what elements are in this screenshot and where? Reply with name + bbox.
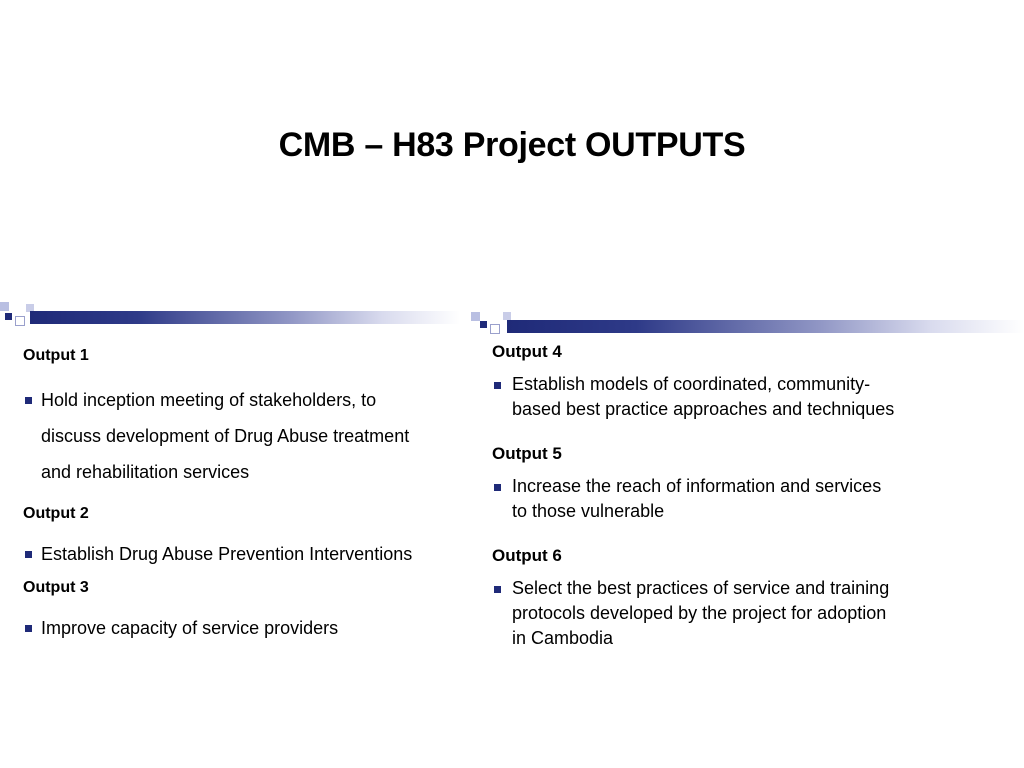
deco-square [490, 324, 500, 334]
output-2-heading: Output 2 [23, 505, 89, 522]
output-3-heading: Output 3 [23, 579, 89, 596]
output-5-line: to those vulnerable [512, 501, 665, 521]
left-column [23, 346, 473, 646]
output-1-line: Hold inception meeting of stakeholders, to [41, 390, 377, 410]
right-header-bar [471, 309, 1024, 343]
deco-square [0, 302, 9, 311]
output-3-bullet-item [23, 610, 473, 646]
output-1-line: and rehabilitation services [41, 462, 250, 482]
output-5-line: Increase the reach of information and services [512, 476, 882, 496]
output-2-bullet-item [23, 536, 473, 572]
gradient-bar [30, 311, 460, 324]
output-6-line: in Cambodia [512, 628, 614, 648]
square-bullet-icon [494, 484, 501, 491]
square-bullet-icon [494, 382, 501, 389]
output-1-bullet-item [23, 382, 473, 490]
output-6-line: Select the best practices of service and training [512, 578, 890, 598]
output-4-line: Establish models of coordinated, community- [512, 374, 871, 394]
output-1-heading: Output 1 [23, 347, 89, 364]
output-4-heading: Output 4 [492, 342, 562, 361]
output-4-line: based best practice approaches and techniques [512, 399, 895, 419]
output-1-line: discuss development of Drug Abuse treatment [41, 426, 410, 446]
output-4-bullet-item [492, 372, 1012, 422]
slide-title: CMB – H83 Project OUTPUTS [278, 126, 746, 164]
square-bullet-icon [494, 586, 501, 593]
output-6-heading: Output 6 [492, 546, 562, 565]
gradient-bar [507, 320, 1024, 333]
square-bullet-icon [25, 397, 32, 404]
deco-square [5, 313, 12, 320]
deco-square [480, 321, 487, 328]
output-3-line: Improve capacity of service providers [41, 618, 339, 638]
square-bullet-icon [25, 625, 32, 632]
deco-square [503, 312, 511, 320]
right-column [492, 340, 1012, 651]
deco-square [15, 316, 25, 326]
output-6-line: protocols developed by the project for adoption [512, 603, 887, 623]
output-5-heading: Output 5 [492, 444, 562, 463]
output-5-bullet-item [492, 474, 1012, 524]
left-header-bar [0, 300, 460, 334]
deco-square [471, 312, 480, 321]
output-6-bullet-item [492, 576, 1012, 651]
output-2-line: Establish Drug Abuse Prevention Interventions [41, 544, 413, 564]
square-bullet-icon [25, 551, 32, 558]
